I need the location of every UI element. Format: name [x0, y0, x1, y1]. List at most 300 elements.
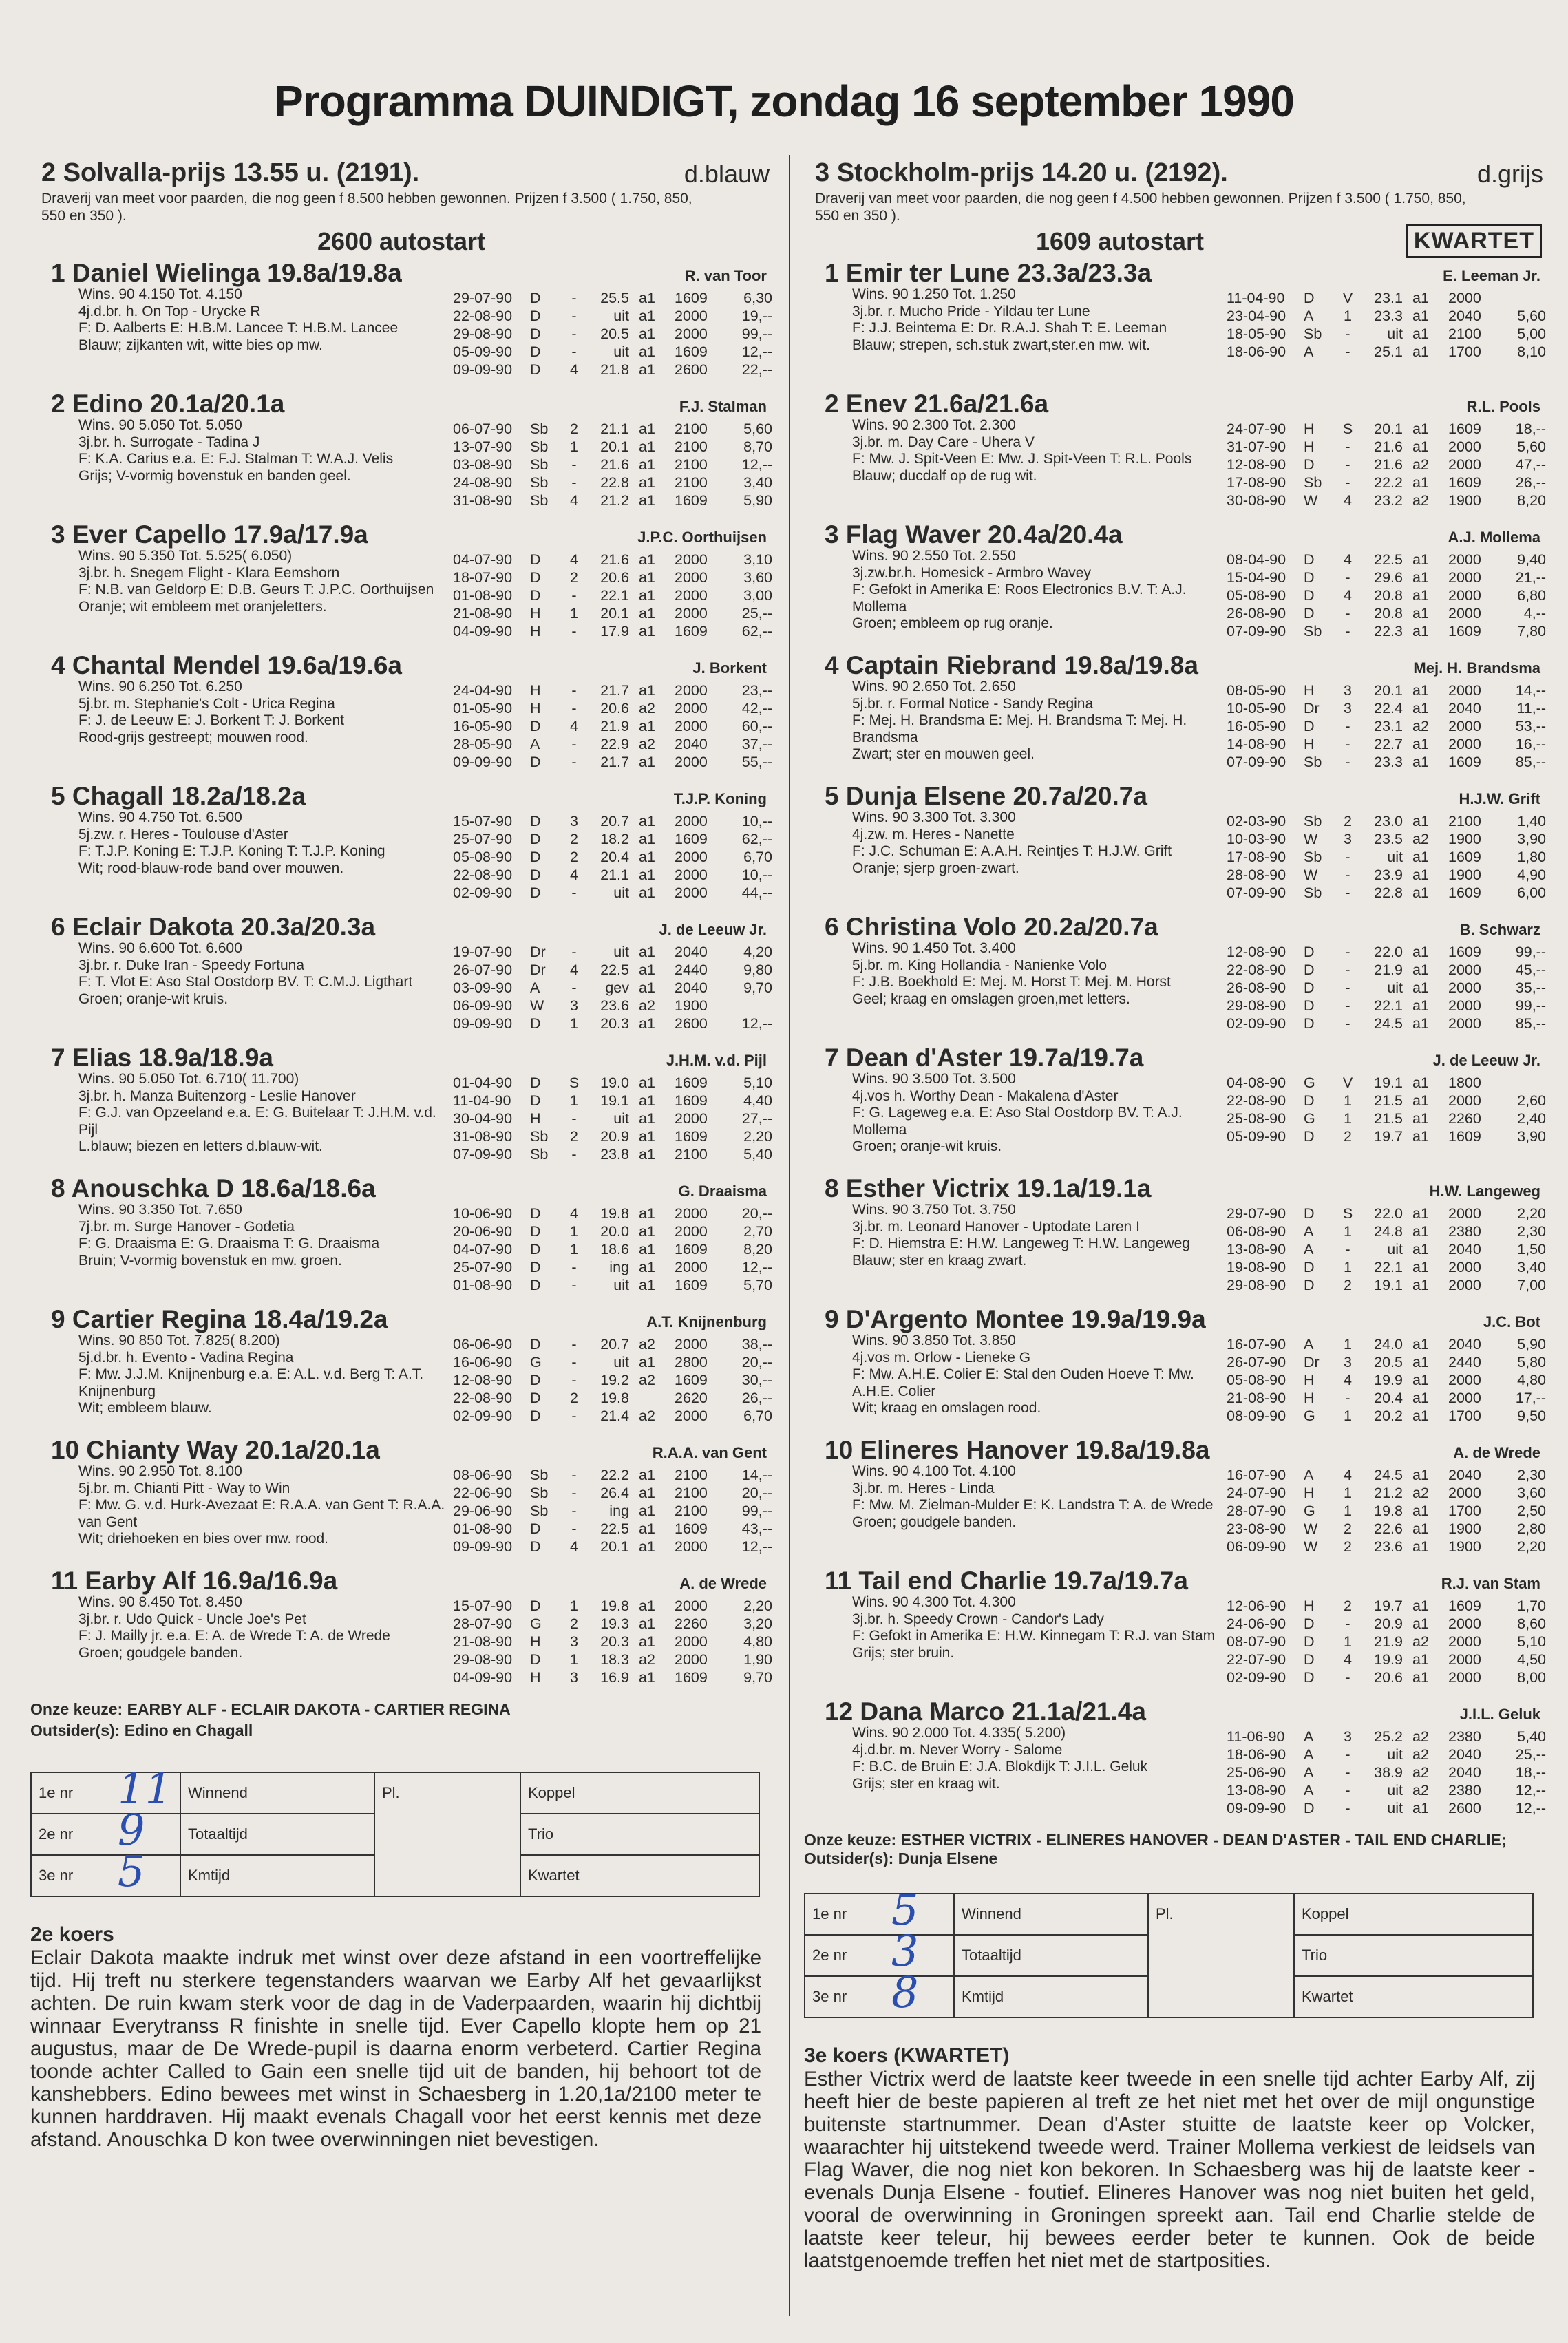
- result-cell: D: [530, 831, 541, 847]
- result-row: [453, 474, 772, 491]
- comment-heading: 3e koers (KWARTET): [804, 2044, 1010, 2067]
- horse-info-line: Wins. 90 1.250 Tot. 1.250: [852, 286, 1016, 302]
- result-cell: 26,--: [1515, 474, 1546, 491]
- result-cell: 85,--: [1515, 754, 1546, 770]
- result-cell: 9,70: [743, 1669, 772, 1686]
- result-row: [453, 569, 772, 586]
- result-cell: 02-09-90: [1227, 1015, 1286, 1032]
- result-cell: 23.5: [1374, 831, 1403, 847]
- result-cell: a1: [639, 551, 655, 568]
- horse-driver: J.I.L. Geluk: [1459, 1706, 1540, 1723]
- horse-driver: A. de Wrede: [679, 1575, 767, 1592]
- result-cell: D: [530, 1277, 541, 1293]
- result-cell: 14-08-90: [1227, 736, 1286, 752]
- horse-entry: [800, 1567, 1550, 1697]
- race-distance: 1609 autostart: [1035, 227, 1205, 255]
- result-row: [453, 1668, 772, 1686]
- result-cell: 21.6: [600, 456, 629, 473]
- result-cell: Sb: [1304, 623, 1322, 639]
- horse-results: [453, 943, 772, 1032]
- horse-info-line: 3j.br. h. Snegem Flight - Klara Eemshorn: [78, 564, 340, 581]
- result-cell: A: [1304, 1336, 1314, 1353]
- result-cell: 35,--: [1515, 979, 1546, 996]
- result-cell: -: [571, 700, 577, 717]
- result-row: [1227, 979, 1546, 997]
- result-cell: a1: [639, 831, 655, 847]
- horse-info-line: Oranje; wit embleem met oranjeletters.: [78, 598, 327, 615]
- result-cell: A: [1304, 1467, 1314, 1483]
- result-cell: 30,--: [741, 1372, 772, 1388]
- result-cell: 1: [570, 1241, 578, 1258]
- result-cell: 22.8: [1374, 884, 1403, 901]
- result-cell: 30-04-90: [453, 1110, 513, 1127]
- result-cell: 62,--: [741, 831, 772, 847]
- result-cell: a1: [639, 1598, 655, 1614]
- horse-info: [852, 548, 1224, 633]
- result-cell: 04-07-90: [453, 551, 513, 568]
- result-cell: H: [1304, 736, 1315, 752]
- result-cell: 23.6: [600, 997, 629, 1014]
- result-cell: 2100: [675, 421, 708, 437]
- result-cell: -: [1345, 1764, 1350, 1781]
- result-cell: 1609: [675, 1520, 708, 1537]
- result-cell: 5,00: [1517, 326, 1546, 342]
- result-cell: G: [530, 1354, 542, 1370]
- result-cell: 23.3: [1374, 308, 1403, 324]
- result-cell: a1: [1412, 343, 1429, 360]
- result-cell: 16-07-90: [1227, 1467, 1286, 1483]
- pick-nr: [31, 1846, 180, 1896]
- pick-label: Totaaltijd: [180, 1814, 374, 1855]
- result-cell: uit: [613, 1354, 629, 1370]
- result-cell: D: [530, 1520, 541, 1537]
- result-cell: 16-05-90: [1227, 718, 1286, 734]
- result-cell: 25.5: [600, 290, 629, 306]
- result-cell: 62,--: [741, 623, 772, 639]
- result-cell: 21-08-90: [453, 605, 513, 622]
- result-cell: 20,--: [741, 1354, 772, 1370]
- result-cell: 2: [570, 831, 578, 847]
- result-row: [453, 586, 772, 604]
- result-cell: 2000: [1448, 1015, 1481, 1032]
- result-cell: 3: [570, 997, 578, 1014]
- result-cell: D: [530, 1408, 541, 1424]
- result-cell: 2000: [675, 754, 708, 770]
- horse-info-line: Blauw; zijkanten wit, witte bies op mw.: [78, 337, 323, 353]
- horse-entry: [26, 259, 776, 390]
- result-cell: 1,40: [1517, 813, 1546, 829]
- result-cell: D: [1304, 569, 1315, 586]
- horse-info-line: Wins. 90 3.300 Tot. 3.300: [852, 809, 1016, 825]
- result-cell: D: [530, 1390, 541, 1406]
- result-cell: 1: [1344, 1633, 1352, 1650]
- pick-nr-label: 2e nr: [39, 1825, 74, 1843]
- result-cell: 2040: [1448, 1746, 1481, 1763]
- horse-info-line: F: Gefokt in Amerika E: H.W. Kinnegam T: R.J. van Stam: [852, 1628, 1216, 1644]
- result-row: [453, 307, 772, 325]
- result-cell: 22.5: [600, 962, 629, 978]
- result-cell: 10-06-90: [453, 1205, 513, 1222]
- result-cell: 25.1: [1374, 343, 1403, 360]
- result-cell: D: [530, 343, 541, 360]
- horse-info-line: 3j.br. m. Heres - Linda: [852, 1480, 995, 1496]
- result-row: [1227, 1668, 1546, 1686]
- pick-nr-label: 2e nr: [812, 1947, 847, 1964]
- result-row: [1227, 884, 1546, 902]
- result-cell: S: [1342, 1205, 1353, 1222]
- result-cell: 4: [570, 492, 578, 509]
- result-cell: 19.1: [600, 1092, 629, 1109]
- result-cell: 19.7: [1374, 1128, 1403, 1145]
- result-cell: 20.1: [600, 605, 629, 622]
- result-cell: 2000: [675, 1538, 708, 1555]
- result-cell: 20.7: [600, 1336, 629, 1353]
- result-row: [1227, 1520, 1546, 1538]
- result-cell: 16-06-90: [453, 1354, 513, 1370]
- result-cell: 2000: [1448, 456, 1481, 473]
- pick-nr: [805, 1885, 954, 1935]
- horse-info: [852, 1725, 1224, 1792]
- horse-info: [852, 1333, 1224, 1417]
- result-cell: a1: [639, 1015, 655, 1032]
- result-cell: Sb: [1304, 474, 1322, 491]
- result-cell: 26-07-90: [453, 962, 513, 978]
- horse-name: 12 Dana Marco 21.1a/21.4a: [825, 1697, 1146, 1726]
- result-cell: 4: [570, 1205, 578, 1222]
- horse-driver: T.J.P. Koning: [673, 790, 767, 807]
- result-cell: a2: [1412, 1728, 1429, 1745]
- result-cell: a1: [1412, 1598, 1429, 1614]
- result-cell: V: [1342, 1074, 1353, 1091]
- result-cell: 19.2: [600, 1372, 629, 1388]
- horse-info-line: Wins. 90 4.150 Tot. 4.150: [78, 286, 242, 302]
- pick-label: Winnend: [954, 1894, 1148, 1935]
- horse-results: [1227, 420, 1546, 509]
- result-cell: -: [571, 1110, 577, 1127]
- result-cell: 2000: [1448, 736, 1481, 752]
- result-cell: -: [1345, 962, 1350, 978]
- result-cell: 05-08-90: [1227, 1372, 1286, 1388]
- horse-info-line: F: G. Lageweg e.a. E: Aso Stal Oostdorp BV. T: A.J. Mollema: [852, 1105, 1183, 1138]
- result-cell: H: [530, 1633, 541, 1650]
- result-row: [1227, 1335, 1546, 1353]
- result-row: [1227, 551, 1546, 569]
- result-cell: 1900: [1448, 1520, 1481, 1537]
- horse-entry: [800, 259, 1550, 390]
- result-cell: 1609: [1448, 884, 1481, 901]
- result-cell: 2,20: [743, 1598, 772, 1614]
- result-cell: 44,--: [741, 884, 772, 901]
- result-cell: 6,30: [743, 290, 772, 306]
- result-cell: uit: [1387, 1782, 1403, 1799]
- result-cell: 26-08-90: [1227, 605, 1286, 622]
- result-cell: 3,90: [1517, 1128, 1546, 1145]
- result-cell: 19.8: [1374, 1503, 1403, 1519]
- horse-entry: [800, 1436, 1550, 1567]
- horse-results: [1227, 943, 1546, 1032]
- result-cell: 2100: [675, 456, 708, 473]
- result-cell: -: [571, 1408, 577, 1424]
- handwritten-number: 9: [118, 1805, 145, 1855]
- result-cell: Sb: [1304, 326, 1322, 342]
- horse-results: [453, 551, 772, 640]
- result-cell: 06-08-90: [1227, 1223, 1286, 1240]
- result-cell: ing: [609, 1259, 629, 1275]
- result-cell: 2: [1344, 813, 1352, 829]
- result-cell: 1700: [1448, 1408, 1481, 1424]
- result-cell: a1: [1412, 754, 1429, 770]
- result-cell: 1,50: [1517, 1241, 1546, 1258]
- horse-info-line: Groen; goudgele banden.: [852, 1514, 1017, 1530]
- result-row: [1227, 943, 1546, 961]
- result-cell: 1: [1344, 1408, 1352, 1424]
- result-cell: a1: [1412, 551, 1429, 568]
- result-cell: 21.2: [1374, 1485, 1403, 1501]
- result-cell: 03-08-90: [453, 456, 513, 473]
- result-row: [1227, 1092, 1546, 1110]
- horse-info-line: 5j.br. r. Formal Notice - Sandy Regina: [852, 695, 1094, 712]
- race-title: 2 Solvalla-prijs 13.55 u. (2191).: [41, 158, 420, 187]
- result-row: [453, 456, 772, 474]
- horse-info-line: Groen; goudgele banden.: [78, 1644, 243, 1661]
- result-cell: 1609: [1448, 849, 1481, 865]
- result-cell: A: [1304, 1223, 1314, 1240]
- horse-info-line: 3j.br. r. Udo Quick - Uncle Joe's Pet: [78, 1611, 306, 1627]
- result-cell: 25-07-90: [453, 1259, 513, 1275]
- result-cell: 2380: [1448, 1782, 1481, 1799]
- horse-driver: A.J. Mollema: [1448, 529, 1540, 546]
- result-row: [1227, 1538, 1546, 1556]
- result-cell: 24-07-90: [1227, 421, 1286, 437]
- horse-results: [1227, 1597, 1546, 1686]
- result-cell: D: [530, 1241, 541, 1258]
- result-cell: a1: [1412, 944, 1429, 960]
- result-cell: 22.6: [1374, 1520, 1403, 1537]
- result-cell: 24.5: [1374, 1015, 1403, 1032]
- result-cell: 8,60: [1517, 1615, 1546, 1632]
- result-row: [453, 1466, 772, 1484]
- horse-results: [1227, 1466, 1546, 1556]
- horse-entry: [26, 390, 776, 520]
- result-cell: 1: [1344, 1223, 1352, 1240]
- result-cell: 22.5: [600, 1520, 629, 1537]
- horse-driver: J.H.M. v.d. Pijl: [666, 1052, 767, 1069]
- result-cell: 2: [570, 849, 578, 865]
- result-cell: D: [1304, 290, 1315, 306]
- result-cell: a1: [639, 361, 655, 378]
- result-cell: a1: [1412, 623, 1429, 639]
- result-cell: 04-07-90: [453, 1241, 513, 1258]
- horse-driver: J.C. Bot: [1483, 1313, 1540, 1330]
- horse-info-line: 5j.br. m. Stephanie's Colt - Urica Regina: [78, 695, 335, 712]
- result-cell: a1: [1412, 438, 1429, 455]
- horse-info-line: 3j.zw.br.h. Homesick - Armbro Wavey: [852, 564, 1091, 581]
- result-cell: 1609: [1448, 754, 1481, 770]
- result-cell: 20.5: [600, 326, 629, 342]
- result-cell: a1: [1412, 1615, 1429, 1632]
- result-cell: 2040: [1448, 1241, 1481, 1258]
- result-cell: 21-08-90: [453, 1633, 513, 1650]
- result-cell: 12,--: [741, 1259, 772, 1275]
- result-row: [1227, 1074, 1546, 1092]
- result-cell: 2100: [675, 1146, 708, 1163]
- result-cell: -: [571, 474, 577, 491]
- result-row: [453, 943, 772, 961]
- result-cell: a1: [639, 849, 655, 865]
- result-row: [1227, 1407, 1546, 1425]
- result-cell: 18-06-90: [1227, 1746, 1286, 1763]
- result-cell: 2,70: [743, 1223, 772, 1240]
- result-cell: G: [1304, 1503, 1315, 1519]
- result-cell: 2040: [1448, 1336, 1481, 1353]
- horse-entry: [800, 1174, 1550, 1305]
- result-cell: 1: [1344, 1110, 1352, 1127]
- horse-entry: [26, 913, 776, 1043]
- result-row: [1227, 1353, 1546, 1371]
- result-cell: 19.1: [1374, 1277, 1403, 1293]
- result-cell: 25,--: [741, 605, 772, 622]
- result-cell: 19.8: [600, 1390, 629, 1406]
- result-cell: 5,40: [1517, 1728, 1546, 1745]
- result-cell: 2040: [675, 736, 708, 752]
- result-cell: 12,--: [741, 456, 772, 473]
- result-cell: 43,--: [741, 1520, 772, 1537]
- result-cell: 4,80: [743, 1633, 772, 1650]
- horse-entry: [26, 1436, 776, 1567]
- result-cell: 2,80: [1517, 1520, 1546, 1537]
- result-cell: a1: [1412, 1223, 1429, 1240]
- result-cell: a1: [1412, 700, 1429, 717]
- result-row: [1227, 1746, 1546, 1763]
- result-cell: 5,60: [743, 421, 772, 437]
- result-cell: 2000: [675, 1651, 708, 1668]
- result-cell: a1: [639, 1128, 655, 1145]
- result-cell: a1: [1412, 1503, 1429, 1519]
- horse-info-line: Wins. 90 2.950 Tot. 8.100: [78, 1463, 242, 1479]
- result-cell: 08-05-90: [1227, 682, 1286, 699]
- result-cell: 2000: [675, 326, 708, 342]
- result-cell: 20.1: [600, 1538, 629, 1555]
- result-cell: 23.6: [1374, 1538, 1403, 1555]
- result-cell: 9,80: [743, 962, 772, 978]
- result-cell: 18.2: [600, 831, 629, 847]
- result-cell: 8,70: [743, 438, 772, 455]
- result-row: [1227, 1615, 1546, 1633]
- result-cell: 2000: [1448, 979, 1481, 996]
- result-cell: 2000: [675, 1223, 708, 1240]
- result-cell: 2,20: [1517, 1538, 1546, 1555]
- result-cell: W: [530, 997, 544, 1014]
- result-cell: 5,10: [743, 1074, 772, 1091]
- result-row: [1227, 681, 1546, 699]
- result-cell: 24-06-90: [1227, 1615, 1286, 1632]
- result-cell: [721, 997, 772, 1015]
- result-cell: 1609: [675, 1372, 708, 1388]
- result-cell: 26,--: [741, 1390, 772, 1406]
- result-row: [1227, 420, 1546, 438]
- result-cell: 4: [570, 718, 578, 734]
- result-cell: a1: [639, 718, 655, 734]
- result-cell: 2040: [1448, 1764, 1481, 1781]
- horse-results: [1227, 289, 1546, 361]
- result-row: [1227, 325, 1546, 343]
- horse-name: 1 Daniel Wielinga 19.8a/19.8a: [51, 259, 402, 287]
- result-cell: -: [571, 754, 577, 770]
- result-cell: -: [571, 1503, 577, 1519]
- result-cell: 2000: [675, 718, 708, 734]
- result-cell: 5,90: [743, 492, 772, 509]
- result-cell: 08-06-90: [453, 1467, 513, 1483]
- result-cell: -: [571, 290, 577, 306]
- horse-driver: G. Draaisma: [678, 1183, 767, 1200]
- result-cell: -: [571, 456, 577, 473]
- result-cell: 10,--: [741, 867, 772, 883]
- result-cell: 2000: [675, 587, 708, 604]
- result-cell: 53,--: [1515, 718, 1546, 734]
- result-cell: a1: [1412, 1015, 1429, 1032]
- result-cell: 23.0: [1374, 813, 1403, 829]
- result-cell: 3,10: [743, 551, 772, 568]
- result-cell: a1: [639, 754, 655, 770]
- result-cell: 2000: [1448, 551, 1481, 568]
- horse-info-line: 5j.br. m. King Hollandia - Nanienke Volo: [852, 957, 1108, 973]
- result-cell: Sb: [530, 1467, 549, 1483]
- result-row: [1227, 1728, 1546, 1746]
- result-cell: W: [1304, 867, 1318, 883]
- horse-driver: E. Leeman Jr.: [1443, 267, 1540, 284]
- result-row: [1227, 1015, 1546, 1032]
- result-cell: -: [571, 1259, 577, 1275]
- result-cell: W: [1304, 492, 1318, 509]
- result-cell: a1: [639, 623, 655, 639]
- result-cell: a1: [1412, 682, 1429, 699]
- result-cell: a1: [639, 1633, 655, 1650]
- result-cell: 22.0: [1374, 944, 1403, 960]
- result-cell: 12-08-90: [1227, 944, 1286, 960]
- result-cell: 1900: [1448, 1538, 1481, 1555]
- result-cell: 85,--: [1515, 1015, 1546, 1032]
- result-cell: 25,--: [1515, 1746, 1546, 1763]
- horse-info: [78, 1071, 450, 1156]
- result-cell: 29-08-90: [453, 1651, 513, 1668]
- result-cell: 12-08-90: [1227, 456, 1286, 473]
- result-cell: uit: [1387, 1800, 1403, 1816]
- horse-info: [78, 1202, 450, 1269]
- result-row: [453, 866, 772, 884]
- horse-info-line: Wins. 90 4.100 Tot. 4.100: [852, 1463, 1016, 1479]
- result-row: [453, 491, 772, 509]
- horse-info-line: Grijs; ster en kraag wit.: [852, 1775, 1000, 1792]
- result-cell: a2: [1412, 718, 1429, 734]
- result-cell: 09-09-90: [453, 361, 513, 378]
- result-cell: 99,--: [1515, 997, 1546, 1014]
- result-row: [453, 848, 772, 866]
- horse-info: [852, 940, 1224, 1008]
- horse-info-line: Oranje; sjerp groen-zwart.: [852, 860, 1019, 876]
- result-cell: 24-04-90: [453, 682, 513, 699]
- result-cell: W: [1304, 1520, 1318, 1537]
- horse-driver: J. de Leeuw Jr.: [659, 921, 767, 938]
- result-cell: 2100: [675, 1485, 708, 1501]
- result-cell: -: [571, 1372, 577, 1388]
- result-cell: A: [1304, 1746, 1314, 1763]
- result-cell: 14,--: [741, 1467, 772, 1483]
- result-row: [1227, 735, 1546, 753]
- result-cell: 4: [1344, 1651, 1352, 1668]
- result-cell: 24-08-90: [453, 474, 513, 491]
- horse-info-line: Wins. 90 2.000 Tot. 4.335( 5.200): [852, 1725, 1066, 1741]
- result-row: [453, 1205, 772, 1222]
